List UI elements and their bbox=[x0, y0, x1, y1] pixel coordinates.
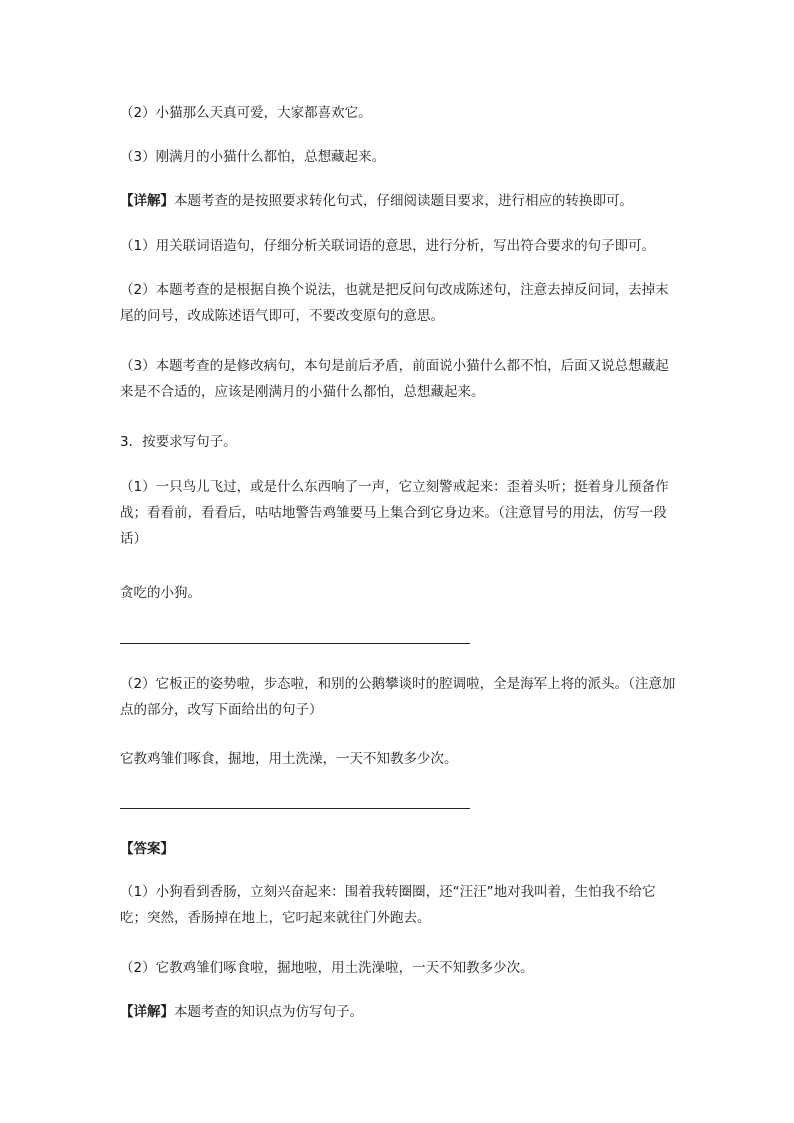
explanation-item-2: （2）本题考查的是根据自换个说法，也就是把反问句改成陈述句，注意去掉反问词，去掉末尾的问号，改成陈述语气即可，不要改变原句的意思。 bbox=[120, 282, 669, 324]
explanation-tag: 【详解】 bbox=[120, 193, 174, 209]
explanation-text-2: 本题考查的知识点为仿写句子。 bbox=[174, 1004, 363, 1020]
explanation-text: 本题考查的是按照要求转化句式，仔细阅读题目要求，进行相应的转换即可。 bbox=[174, 193, 633, 209]
answer-blank-line-2 bbox=[120, 808, 470, 809]
question-item-1: （1）一只鸟儿飞过，或是什么东西响了一声，它立刻警戒起来：歪着头听；挺着身儿预备作战；看看前，看看后，咕咕地警告鸡雏要马上集合到它身边来。（注意冒号的用法，仿写一段话） bbox=[120, 479, 669, 547]
answer-item-2b: （2）它教鸡雏们啄食啦，掘地啦，用土洗澡啦，一天不知教多少次。 bbox=[120, 960, 534, 976]
answer-item-2: （2）小猫那么天真可爱，大家都喜欢它。 bbox=[120, 105, 372, 121]
answer-heading: 【答案】 bbox=[120, 841, 174, 857]
explanation-paragraph bbox=[120, 188, 676, 214]
answer-item-1: （1）小狗看到香肠，立刻兴奋起来：围着我转圈圈，还“汪汪”地对我叫着，生怕我不给它吃；突然，香肠掉在地上，它叼起来就往门外跑去。 bbox=[120, 884, 656, 926]
question-heading: 3．按要求写句子。 bbox=[120, 434, 237, 450]
explanation-tag-2: 【详解】 bbox=[120, 1004, 174, 1020]
explanation-paragraph-2 bbox=[120, 999, 676, 1025]
answer-item-3: （3）刚满月的小猫什么都怕，总想藏起来。 bbox=[120, 149, 386, 165]
explanation-item-3: （3）本题考查的是修改病句，本句是前后矛盾，前面说小猫什么都不怕，后面又说总想藏起来是不合适的，应该是刚满月的小猫什么都怕，总想藏起来。 bbox=[120, 358, 669, 400]
question-item-2-prompt: 它教鸡雏们啄食，掘地，用土洗澡，一天不知教多少次。 bbox=[120, 751, 458, 767]
answer-blank-line-1 bbox=[120, 643, 470, 644]
explanation-item-1: （1）用关联词语造句，仔细分析关联词语的意思，进行分析，写出符合要求的句子即可。 bbox=[120, 238, 656, 254]
question-item-2: （2）它板正的姿势啦，步态啦，和别的公鹅攀谈时的腔调啦，全是海军上将的派头。（注意加点的部分，改写下面给出的句子） bbox=[120, 676, 676, 718]
question-item-1-prompt: 贪吃的小狗。 bbox=[120, 585, 201, 601]
